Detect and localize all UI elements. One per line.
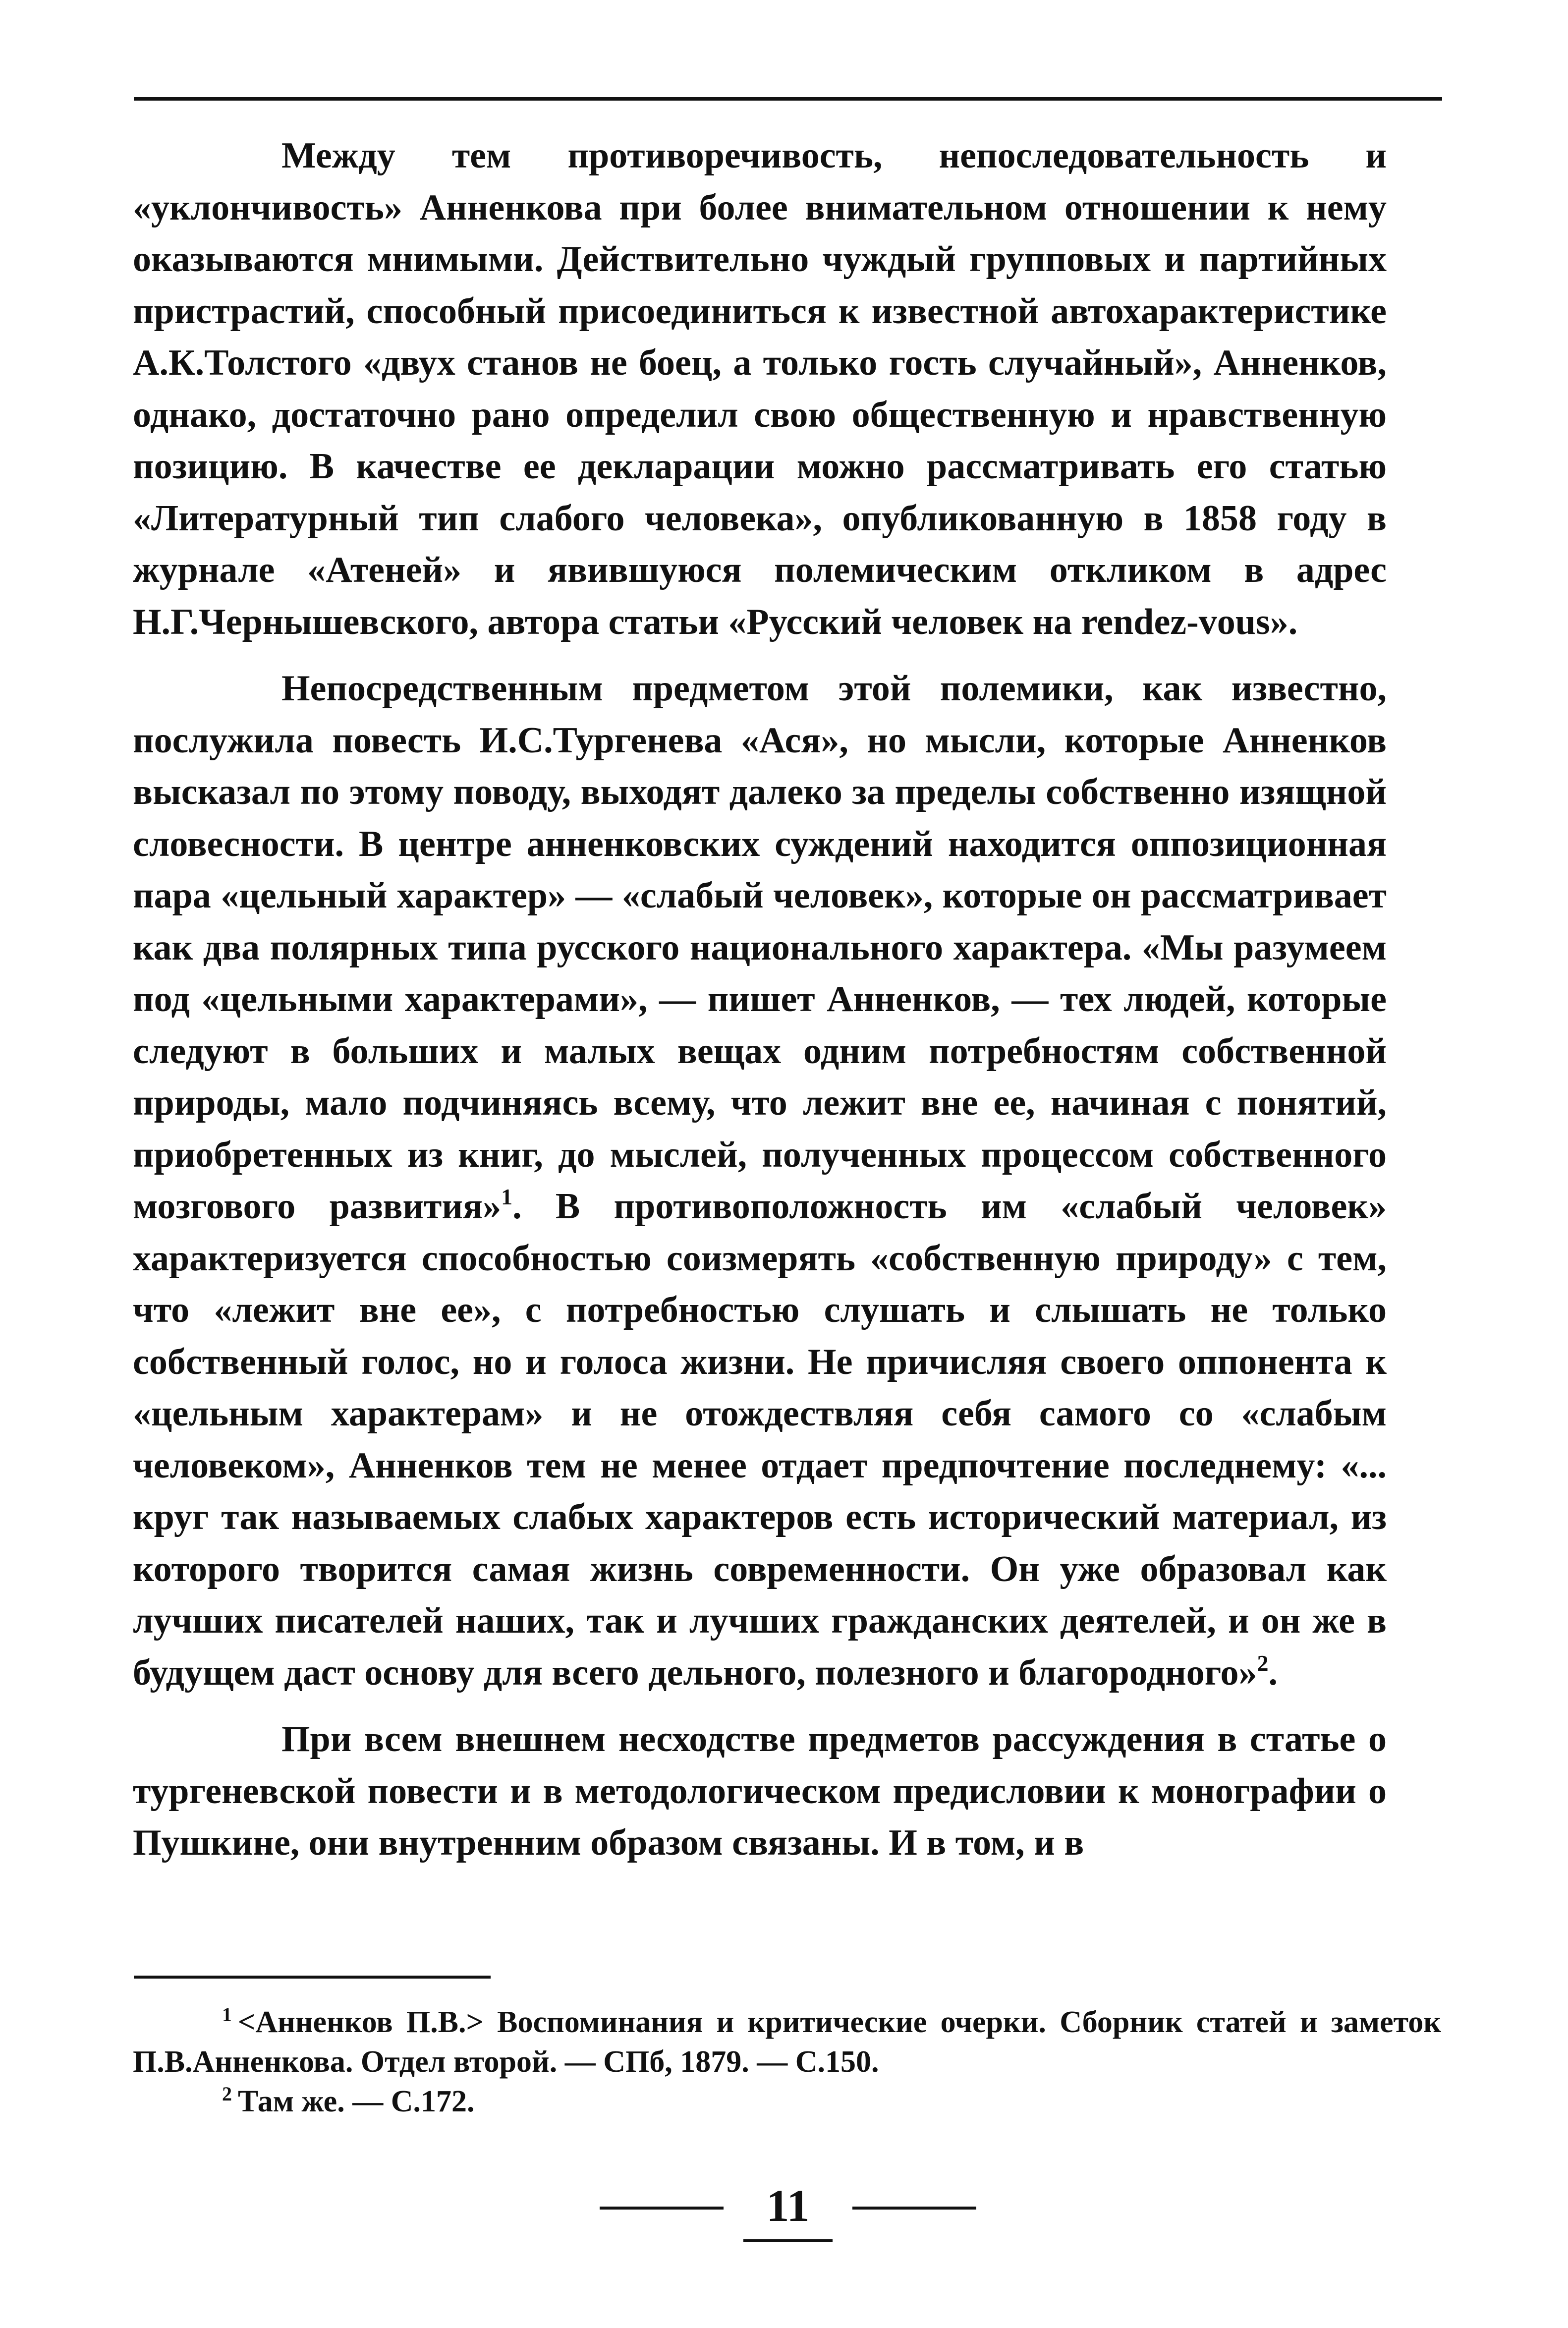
footnote-1-mark: 1 bbox=[222, 2003, 232, 2026]
footer-rule-left bbox=[600, 2207, 724, 2210]
page-footer bbox=[595, 2176, 991, 2255]
footnote-ref-1[interactable]: 1 bbox=[501, 1184, 513, 1209]
footnote-2 bbox=[133, 2082, 1441, 2121]
footnote-2-mark: 2 bbox=[222, 2083, 232, 2105]
paragraph-2 bbox=[133, 663, 1387, 1699]
footnotes bbox=[133, 2002, 1441, 2121]
header-rule bbox=[134, 97, 1442, 101]
page-number: 11 bbox=[766, 2180, 810, 2231]
footnote-ref-2[interactable]: 2 bbox=[1257, 1650, 1269, 1676]
paragraph-3: При всем внешнем несходстве предметов рассуждения в статье о тургеневской повести и в методологическом предисловии к монографии о Пушкине, они внутренним образом связаны. И в том, и в bbox=[133, 1719, 1387, 1863]
paragraph-2-part-1: Непосредственным предметом этой полемики, как известно, послужила повесть И.С.Тургенева «Ася», но мысли, которые Анненков высказал по этому поводу, выходят далеко за пределы собственно изящной словесности. В центре анненковских суждений находится оппозиционная пара «цельный характер» — «слабый человек», которые он рассматривает как два полярных типа русского национального характера. «Мы разумеем под «цельными характерами», — пишет Анненков, — тех людей, которые следуют в больших и малых вещах одним потребностям собственной природы, мало подчиняясь всему, что лежит вне ее, начиная с понятий, приобретенных из книг, до мыслей, полученных процессом собственного мозгового развития» bbox=[133, 668, 1387, 1227]
footnote-separator bbox=[134, 1976, 491, 1979]
body-text bbox=[133, 130, 1387, 1869]
paragraph-2-part-2: . В противоположность им «слабый человек» характеризуется способностью соизмерять «собственную природу» с тем, что «лежит вне ее», с потребностью слушать и слышать не только собственный голос, но и голоса жизни. Не причисляя своего оппонента к «цельным характерам» и не отождествляя себя самого со «слабым человеком», Анненков тем не менее отдает предпочтение последнему: «... круг так называемых слабых характеров есть исторический материал, из которого творится самая жизнь современности. Он уже образовал как лучших писателей наших, так и лучших гражданских деятелей, и он же в будущем даст основу для всего дельного, полезного и благородного» bbox=[133, 1186, 1387, 1693]
paragraph-1: Между тем противоречивость, непоследовательность и «уклончивость» Анненкова при более внимательном отношении к нему оказываются мнимыми. Действительно чуждый групповых и партийных пристрастий, способный присоединиться к известной автохарактеристике А.К.Толстого «двух станов не боец, а только гость случайный», Анненков, однако, достаточно рано определил свою общественную и нравственную позицию. В качестве ее декларации можно рассматривать его статью «Литературный тип слабого человека», опубликованную в 1858 году в журнале «Атеней» и явившуюся полемическим откликом в адрес Н.Г.Чернышевского, автора статьи «Русский человек на rendez-vous». bbox=[133, 135, 1387, 642]
paragraph-2-part-3: . bbox=[1268, 1652, 1278, 1693]
footer-rule-right bbox=[852, 2207, 976, 2210]
footnote-2-text: Там же. — С.172. bbox=[238, 2085, 475, 2118]
page-number-underline bbox=[743, 2239, 833, 2242]
footnote-1 bbox=[133, 2002, 1441, 2082]
footnote-1-text: <Анненков П.В.> Воспоминания и критические очерки. Сборник статей и заметок П.В.Анненкова. Отдел второй. — СПб, 1879. — С.150. bbox=[133, 2005, 1441, 2079]
